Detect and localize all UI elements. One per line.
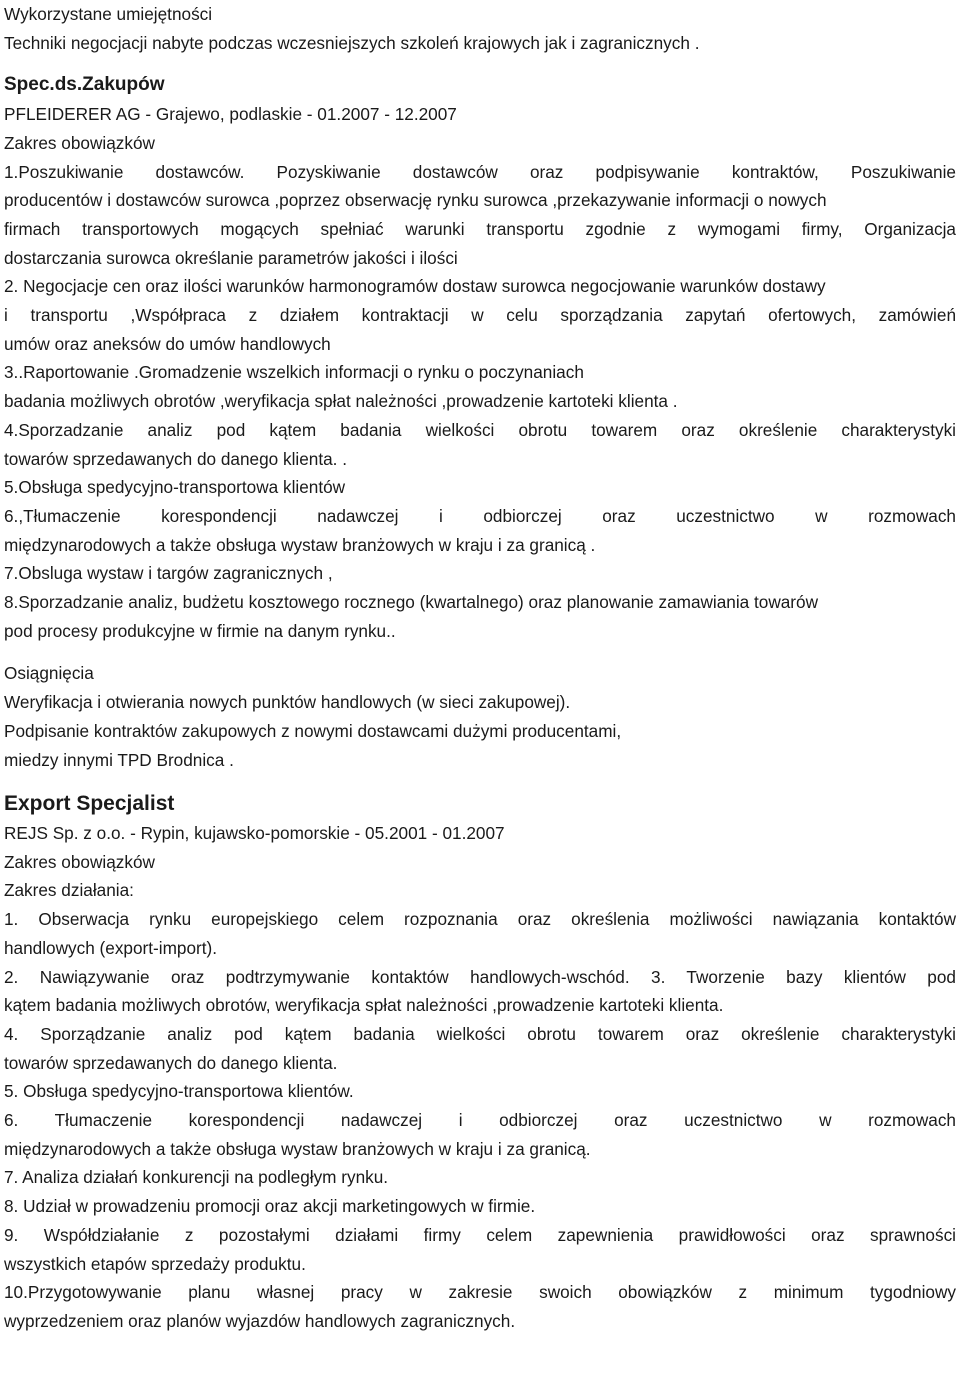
job2-line: międzynarodowych a także obsługa wystaw branżowych w kraju i za granicą. [4, 1138, 591, 1159]
job2-title: Export Specjalist [4, 792, 175, 816]
job2-line: 8. Udział w prowadzeniu promocji oraz akcji marketingowych w firmie. [4, 1196, 536, 1217]
job2-line: 5. Obsługa spedycyjno-transportowa klientów. [4, 1081, 354, 1102]
job1-line: 4.Sporzadzanie analiz pod kątem badania wielkości obrotu towarem oraz określenie charakterystyki [4, 419, 956, 440]
job2-line: towarów sprzedawanych do danego klienta. [4, 1052, 338, 1073]
job2-scope-heading: Zakres działania: [4, 880, 134, 901]
achievement-item: Weryfikacja i otwierania nowych punktów handlowych (w sieci zakupowej). [4, 692, 571, 713]
job1-line: i transportu ,Współpraca z działem kontraktacji w celu sporządzania zapytań ofertowych, zamówień [4, 305, 956, 326]
job1-line: 6.,Tłumaczenie korespondencji nadawczej i odbiorczej oraz uczestnictwo w rozmowach [4, 505, 956, 526]
job1-line: producentów i dostawców surowca ,poprzez obserwację rynku surowca ,przekazywanie informacji o nowych [4, 190, 827, 211]
spacer [4, 774, 956, 790]
job2-line: 2. Nawiązywanie oraz podtrzymywanie kontaktów handlowych-wschód. 3. Tworzenie bazy klientów pod [4, 966, 956, 987]
job1-line: 5.Obsługa spedycyjno-transportowa klientów [4, 477, 346, 498]
job2-company-line: REJS Sp. z o.o. - Rypin, kujawsko-pomorskie - 05.2001 - 01.2007 [4, 822, 505, 843]
job2-line: handlowych (export-import). [4, 937, 218, 958]
job1-duties-heading: Zakres obowiązków [4, 132, 155, 153]
job1-line: 8.Sporzadzanie analiz, budżetu kosztowego rocznego (kwartalnego) oraz planowanie zamawiania towarów [4, 592, 819, 613]
job2-line: 1. Obserwacja rynku europejskiego celem rozpoznania oraz określenia możliwości nawiązania kontaktów [4, 909, 956, 930]
job2-line: wyprzedzeniem oraz planów wyjazdów handlowych zagranicznych. [4, 1310, 516, 1331]
job2-line: 9. Współdziałanie z pozostałymi działami firmy celem zapewnienia prawidłowości oraz sprawności [4, 1224, 956, 1245]
job1-line: 2. Negocjacje cen oraz ilości warunków harmonogramów dostaw surowca negocjowanie warunków dostawy [4, 276, 826, 297]
job1-line: badania możliwych obrotów ,weryfikacja spłat należności ,prowadzenie kartoteki klienta . [4, 391, 678, 412]
job2-line: wszystkich etapów sprzedaży produktu. [4, 1253, 306, 1274]
spacer [4, 645, 956, 659]
spacer [4, 57, 956, 71]
job1-line: pod procesy produkcyjne w firmie na danym rynku.. [4, 620, 396, 641]
skills-text: Techniki negocjacji nabyte podczas wczesniejszych szkoleń krajowych jak i zagranicznych . [4, 32, 700, 53]
job2-line: 4. Sporządzanie analiz pod kątem badania wielkości obrotu towarem oraz określenie charakterystyki [4, 1023, 956, 1044]
job1-title: Spec.ds.Zakupów [4, 74, 165, 96]
job1-line: towarów sprzedawanych do danego klienta. . [4, 448, 348, 469]
job1-company-line: PFLEIDERER AG - Grajewo, podlaskie - 01.2007 - 12.2007 [4, 104, 457, 125]
job2-line: 6. Tłumaczenie korespondencji nadawczej i odbiorczej oraz uczestnictwo w rozmowach [4, 1110, 956, 1131]
achievement-item: Podpisanie kontraktów zakupowych z nowymi dostawcami dużymi producentami, [4, 720, 622, 741]
job1-line: międzynarodowych a także obsługa wystaw branżowych w kraju i za granicą . [4, 534, 596, 555]
job1-line: 3..Raportowanie .Gromadzenie wszelkich informacji o rynku o poczynaniach [4, 362, 584, 383]
job2-line: 10.Przygotowywanie planu własnej pracy w zakresie swoich obowiązków z minimum tygodniowy [4, 1282, 956, 1303]
job1-line: dostarczania surowca określanie parametrów jakości i ilości [4, 247, 458, 268]
job1-achievements-heading: Osiągnięcia [4, 663, 94, 684]
job1-line: 1.Poszukiwanie dostawców. Pozyskiwanie dostawców oraz podpisywanie kontraktów, Poszukiwanie [4, 161, 956, 182]
job1-line: firmach transportowych mogących spełniać warunki transportu zgodnie z wymogami firmy, Organizacja [4, 218, 956, 239]
job1-line: umów oraz aneksów do umów handlowych [4, 333, 331, 354]
job2-line: kątem badania możliwych obrotów, weryfikacja spłat należności ,prowadzenie kartoteki klienta. [4, 995, 724, 1016]
job2-line: 7. Analiza działań konkurencji na podległym rynku. [4, 1167, 389, 1188]
achievement-item: miedzy innymi TPD Brodnica . [4, 749, 234, 770]
job1-line: 7.Obsluga wystaw i targów zagranicznych , [4, 563, 333, 584]
job2-duties-heading: Zakres obowiązków [4, 851, 155, 872]
skills-heading: Wykorzystane umiejętności [4, 4, 213, 24]
